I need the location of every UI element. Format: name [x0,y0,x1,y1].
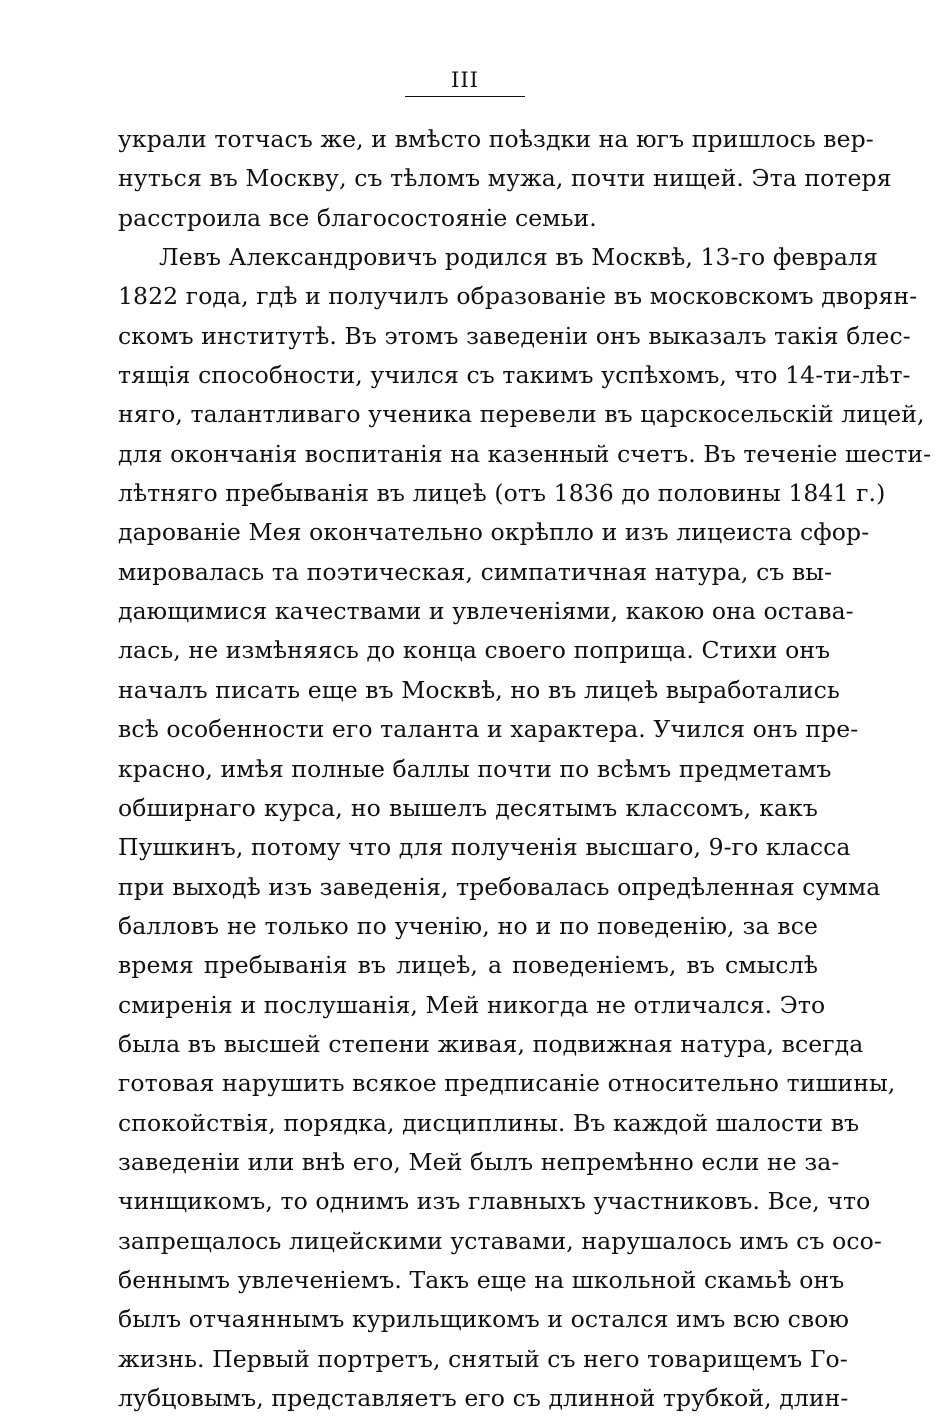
text-line: спокойствія, порядка, дисциплины. Въ каждой шалости въ [118,1108,860,1137]
text-line: жизнь. Первый портретъ, снятый съ него товарищемъ Го- [118,1344,848,1373]
text-line: скомъ институтѣ. Въ этомъ заведеніи онъ выказалъ такія блес- [118,321,911,350]
body-text [118,120,932,1412]
text-line: всѣ особенности его таланта и характера. Учился онъ пре- [118,715,859,744]
text-line: запрещалось лицейскими уставами, нарушалось имъ съ осо- [118,1226,882,1255]
text-line: смиренія и послушанія, Мей никогда не отличался. Это [118,990,826,1019]
text-line: беннымъ увлеченіемъ. Такъ еще на школьной скамьѣ онъ [118,1265,845,1294]
text-line: няго, талантливаго ученика перевели въ царскосельскій лицей, [118,400,925,429]
text-line: расстроила все благосостояніе семьи. [118,203,597,232]
page-number: III [451,68,479,92]
text-line: чинщикомъ, то однимъ изъ главныхъ участниковъ. Все, что [118,1187,871,1216]
text-line: красно, имѣя полные баллы почти по всѣмъ предметамъ [118,754,832,783]
text-line: была въ высшей степени живая, подвижная натура, всегда [118,1029,864,1058]
text-line: мировалась та поэтическая, симпатичная натура, съ вы- [118,557,833,586]
text-line: лась, не измѣняясь до конца своего поприща. Стихи онъ [118,636,831,665]
text-line: 1822 года, гдѣ и получилъ образованіе въ московскомъ дворян- [118,282,918,311]
text-line: обширнаго курса, но вышелъ десятымъ классомъ, какъ [118,793,818,822]
header-rule [405,96,525,97]
text-line: Пушкинъ, потому что для полученія высшаго, 9-го класса [118,833,851,862]
text-line: былъ отчаяннымъ курильщикомъ и остался имъ всю свою [118,1305,850,1334]
text-line: балловъ не только по ученію, но и по поведенію, за все [118,911,818,940]
text-line: время пребыванія въ лицеѣ, а поведеніемъ, въ смыслѣ [118,951,818,980]
text-line: нуться въ Москву, съ тѣломъ мужа, почти нищей. Эта потеря [118,164,892,193]
text-line: дающимися качествами и увлеченіями, какою она остава- [118,597,854,626]
text-line: тящія способности, учился съ такимъ успѣхомъ, что 14-ти-лѣт- [118,361,911,390]
text-line: Левъ Александровичъ родился въ Москвѣ, 13-го февраля [159,243,878,272]
page-header [405,66,525,106]
text-line: готовая нарушить всякое предписаніе относительно тишины, [118,1069,896,1098]
text-line: для окончанія воспитанія на казенный счетъ. Въ теченіе шести- [118,439,932,468]
text-line: лубцовымъ, представляетъ его съ длинной трубкой, длин- [118,1384,849,1412]
text-line: заведеніи или внѣ его, Мей былъ непремѣнно если не за- [118,1147,840,1176]
text-line: украли тотчасъ же, и вмѣсто поѣздки на югъ пришлось вер- [118,125,874,153]
text-line: началъ писать еще въ Москвѣ, но въ лицеѣ выработались [118,675,840,704]
text-line: дарованіе Мея окончательно окрѣпло и изъ лицеиста сфор- [118,518,870,547]
text-line: лѣтняго пребыванія въ лицеѣ (отъ 1836 до половины 1841 г.) [118,479,886,508]
text-line: при выходѣ изъ заведенія, требовалась опредѣленная сумма [118,872,881,901]
